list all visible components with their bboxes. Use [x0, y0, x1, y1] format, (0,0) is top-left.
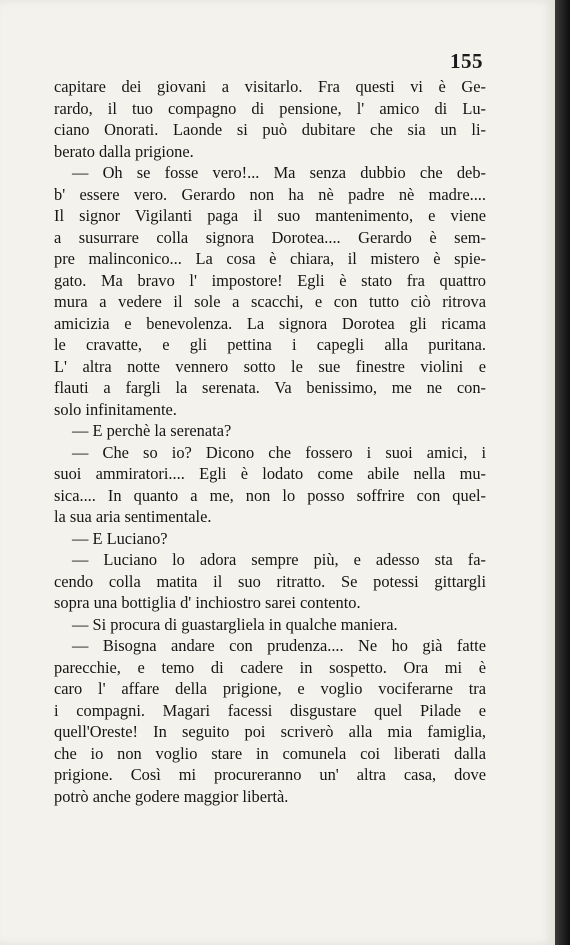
text-line: capitare dei giovani a visitarlo. Fra questi vi è Ge-: [54, 77, 486, 96]
text-line: a susurrare colla signora Dorotea.... Gerardo è sem-: [54, 227, 486, 247]
text-line: ciano Onorati. Laonde si può dubitare che sia un li-: [54, 120, 486, 139]
text-line: — Si procura di guastargliela in qualche maniera.: [72, 614, 398, 634]
text-line: b' essere vero. Gerardo non ha nè padre nè madre....: [54, 184, 486, 204]
text-line: sica.... In quanto a me, non lo posso soffrire con quel-: [54, 485, 486, 505]
text-line: rardo, il tuo compagno di pensione, l' amico di Lu-: [54, 98, 486, 118]
text-line: sopra una bottiglia d' inchiostro sarei contento.: [54, 593, 361, 612]
text-line: potrò anche godere maggior libertà.: [54, 786, 289, 806]
text-line: i compagni. Magari facessi disgustare quel Pilade e: [54, 700, 486, 720]
page-number: 155: [450, 49, 483, 73]
text-line: amicizia e benevolenza. La signora Dorotea gli ricama: [54, 313, 486, 333]
text-line: cendo colla matita il suo ritratto. Se potessi gittargli: [54, 571, 486, 591]
text-line: pre malinconico... La cosa è chiara, il mistero è spie-: [54, 249, 486, 268]
body-text: [54, 76, 486, 807]
text-line: berato dalla prigione.: [54, 141, 194, 161]
text-line: solo infinitamente.: [54, 399, 177, 419]
text-line: suoi ammiratori.... Egli è lodato come abile nella mu-: [54, 464, 486, 483]
text-line: — E Luciano?: [72, 528, 168, 548]
text-line: Il signor Vigilanti paga il suo mantenimento, e viene: [54, 206, 486, 225]
text-line: la sua aria sentimentale.: [54, 507, 212, 526]
text-line: caro l' affare della prigione, e voglio vociferarne tra: [54, 679, 486, 698]
text-line: prigione. Così mi procureranno un' altra casa, dove: [54, 765, 486, 784]
page-edge-shadow: [555, 0, 570, 945]
text-line: che io non voglio stare in comunela coi liberati dalla: [54, 743, 486, 763]
text-line: L' altra notte vennero sotto le sue finestre violini e: [54, 356, 486, 376]
text-line: — Oh se fosse vero!... Ma senza dubbio che deb-: [72, 163, 486, 182]
text-line: quell'Oreste! In seguito poi scriverò alla mia famiglia,: [54, 722, 486, 741]
text-line: — Bisogna andare con prudenza.... Ne ho già fatte: [72, 636, 486, 655]
text-line: parecchie, e temo di cadere in sospetto. Ora mi è: [54, 657, 486, 677]
text-line: — Che so io? Dicono che fossero i suoi amici, i: [72, 442, 486, 462]
text-line: — Luciano lo adora sempre più, e adesso sta fa-: [72, 550, 486, 569]
text-line: flauti a fargli la serenata. Va benissimo, me ne con-: [54, 378, 486, 397]
text-line: le cravatte, e gli pettina i capegli alla puritana.: [54, 335, 486, 354]
text-line: mura a vedere il sole a scacchi, e con tutto ciò ritrova: [54, 292, 486, 311]
text-line: gato. Ma bravo l' impostore! Egli è stato fra quattro: [54, 270, 486, 290]
text-line: — E perchè la serenata?: [72, 421, 232, 440]
